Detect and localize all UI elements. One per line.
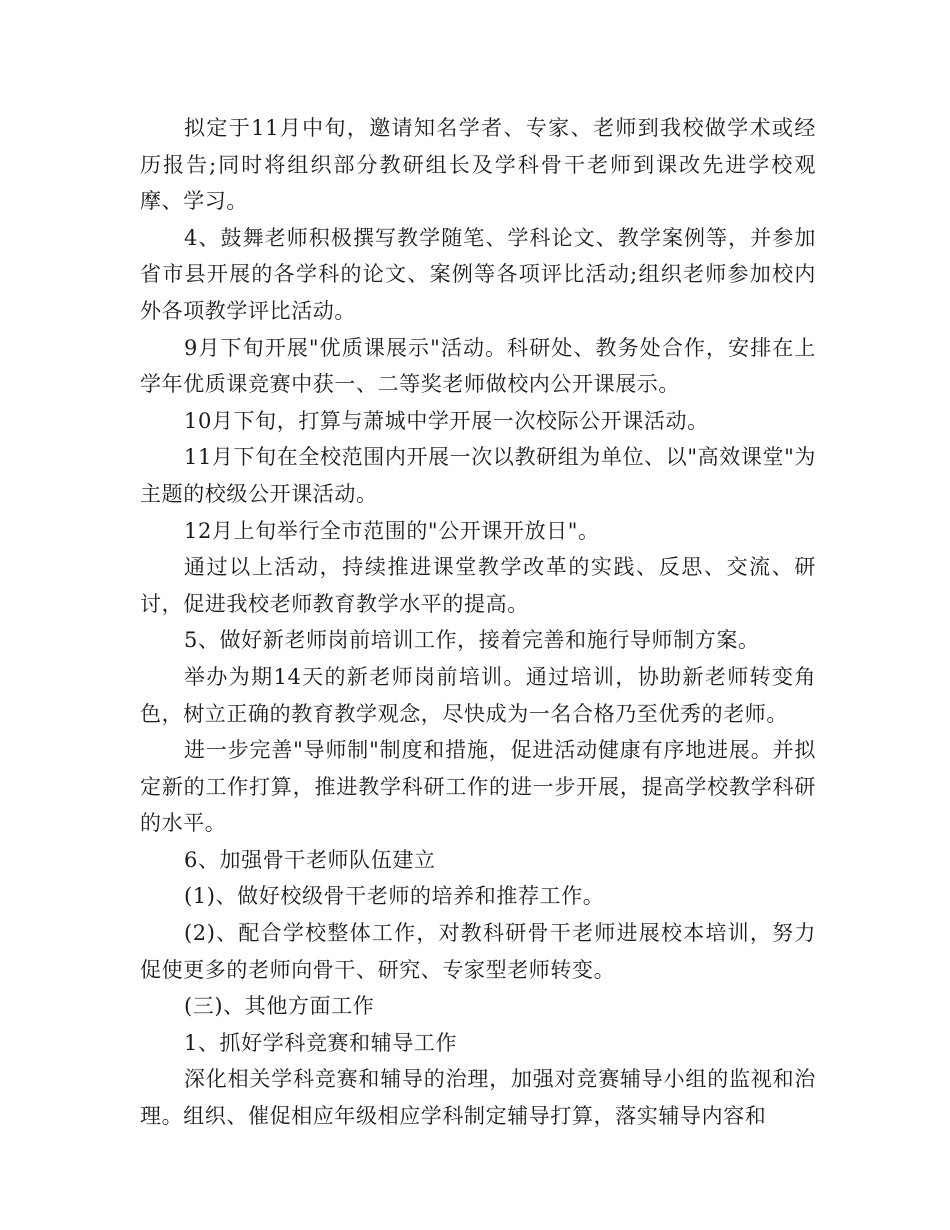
paragraph: 9月下旬开展"优质课展示"活动。科研处、教务处合作，安排在上学年优质课竞赛中获一、二等奖老师做校内公开课展示。	[140, 335, 816, 397]
paragraph: 10月下旬，打算与萧城中学开展一次校际公开课活动。	[184, 408, 709, 433]
paragraph: 1、抓好学科竞赛和辅导工作	[184, 1030, 458, 1055]
paragraph: 拟定于11月中旬，邀请知名学者、专家、老师到我校做学术或经历报告;同时将组织部分教研组长及学科骨干老师到课改先进学校观摩、学习。	[140, 116, 816, 214]
paragraph: (1)、做好校级骨干老师的培养和推荐工作。	[184, 884, 605, 909]
paragraph: 11月下旬在全校范围内开展一次以教研组为单位、以"高效课堂"为主题的校级公开课活动。	[140, 445, 816, 506]
paragraph: 5、做好新老师岗前培训工作，接着完善和施行导师制方案。	[184, 628, 760, 653]
paragraph: 通过以上活动，持续推进课堂教学改革的实践、反思、交流、研讨，促进我校老师教育教学水平的提高。	[140, 555, 816, 616]
paragraph: 举办为期14天的新老师岗前培训。通过培训，协助新老师转变角色，树立正确的教育教学观念，尽快成为一名合格乃至优秀的老师。	[140, 664, 816, 726]
paragraph: 4、鼓舞老师积极撰写教学随笔、学科论文、教学案例等，并参加省市县开展的各学科的论文、案例等各项评比活动;组织老师参加校内外各项教学评比活动。	[140, 225, 816, 323]
paragraph: (2)、配合学校整体工作，对教科研骨干老师进展校本培训，努力促使更多的老师向骨干、研究、专家型老师转变。	[140, 921, 816, 982]
document-body	[140, 110, 816, 1135]
paragraph: 6、加强骨干老师队伍建立	[184, 847, 436, 872]
paragraph: (三)、其他方面工作	[184, 994, 375, 1019]
paragraph: 进一步完善"导师制"制度和措施，促进活动健康有序地进展。并拟定新的工作打算，推进教学科研工作的进一步开展，提高学校教学科研的水平。	[140, 738, 816, 836]
paragraph: 12月上旬举行全市范围的"公开课开放日"。	[184, 518, 600, 543]
paragraph: 深化相关学科竞赛和辅导的治理，加强对竞赛辅导小组的监视和治理。组织、催促相应年级相应学科制定辅导打算，落实辅导内容和	[140, 1067, 816, 1129]
